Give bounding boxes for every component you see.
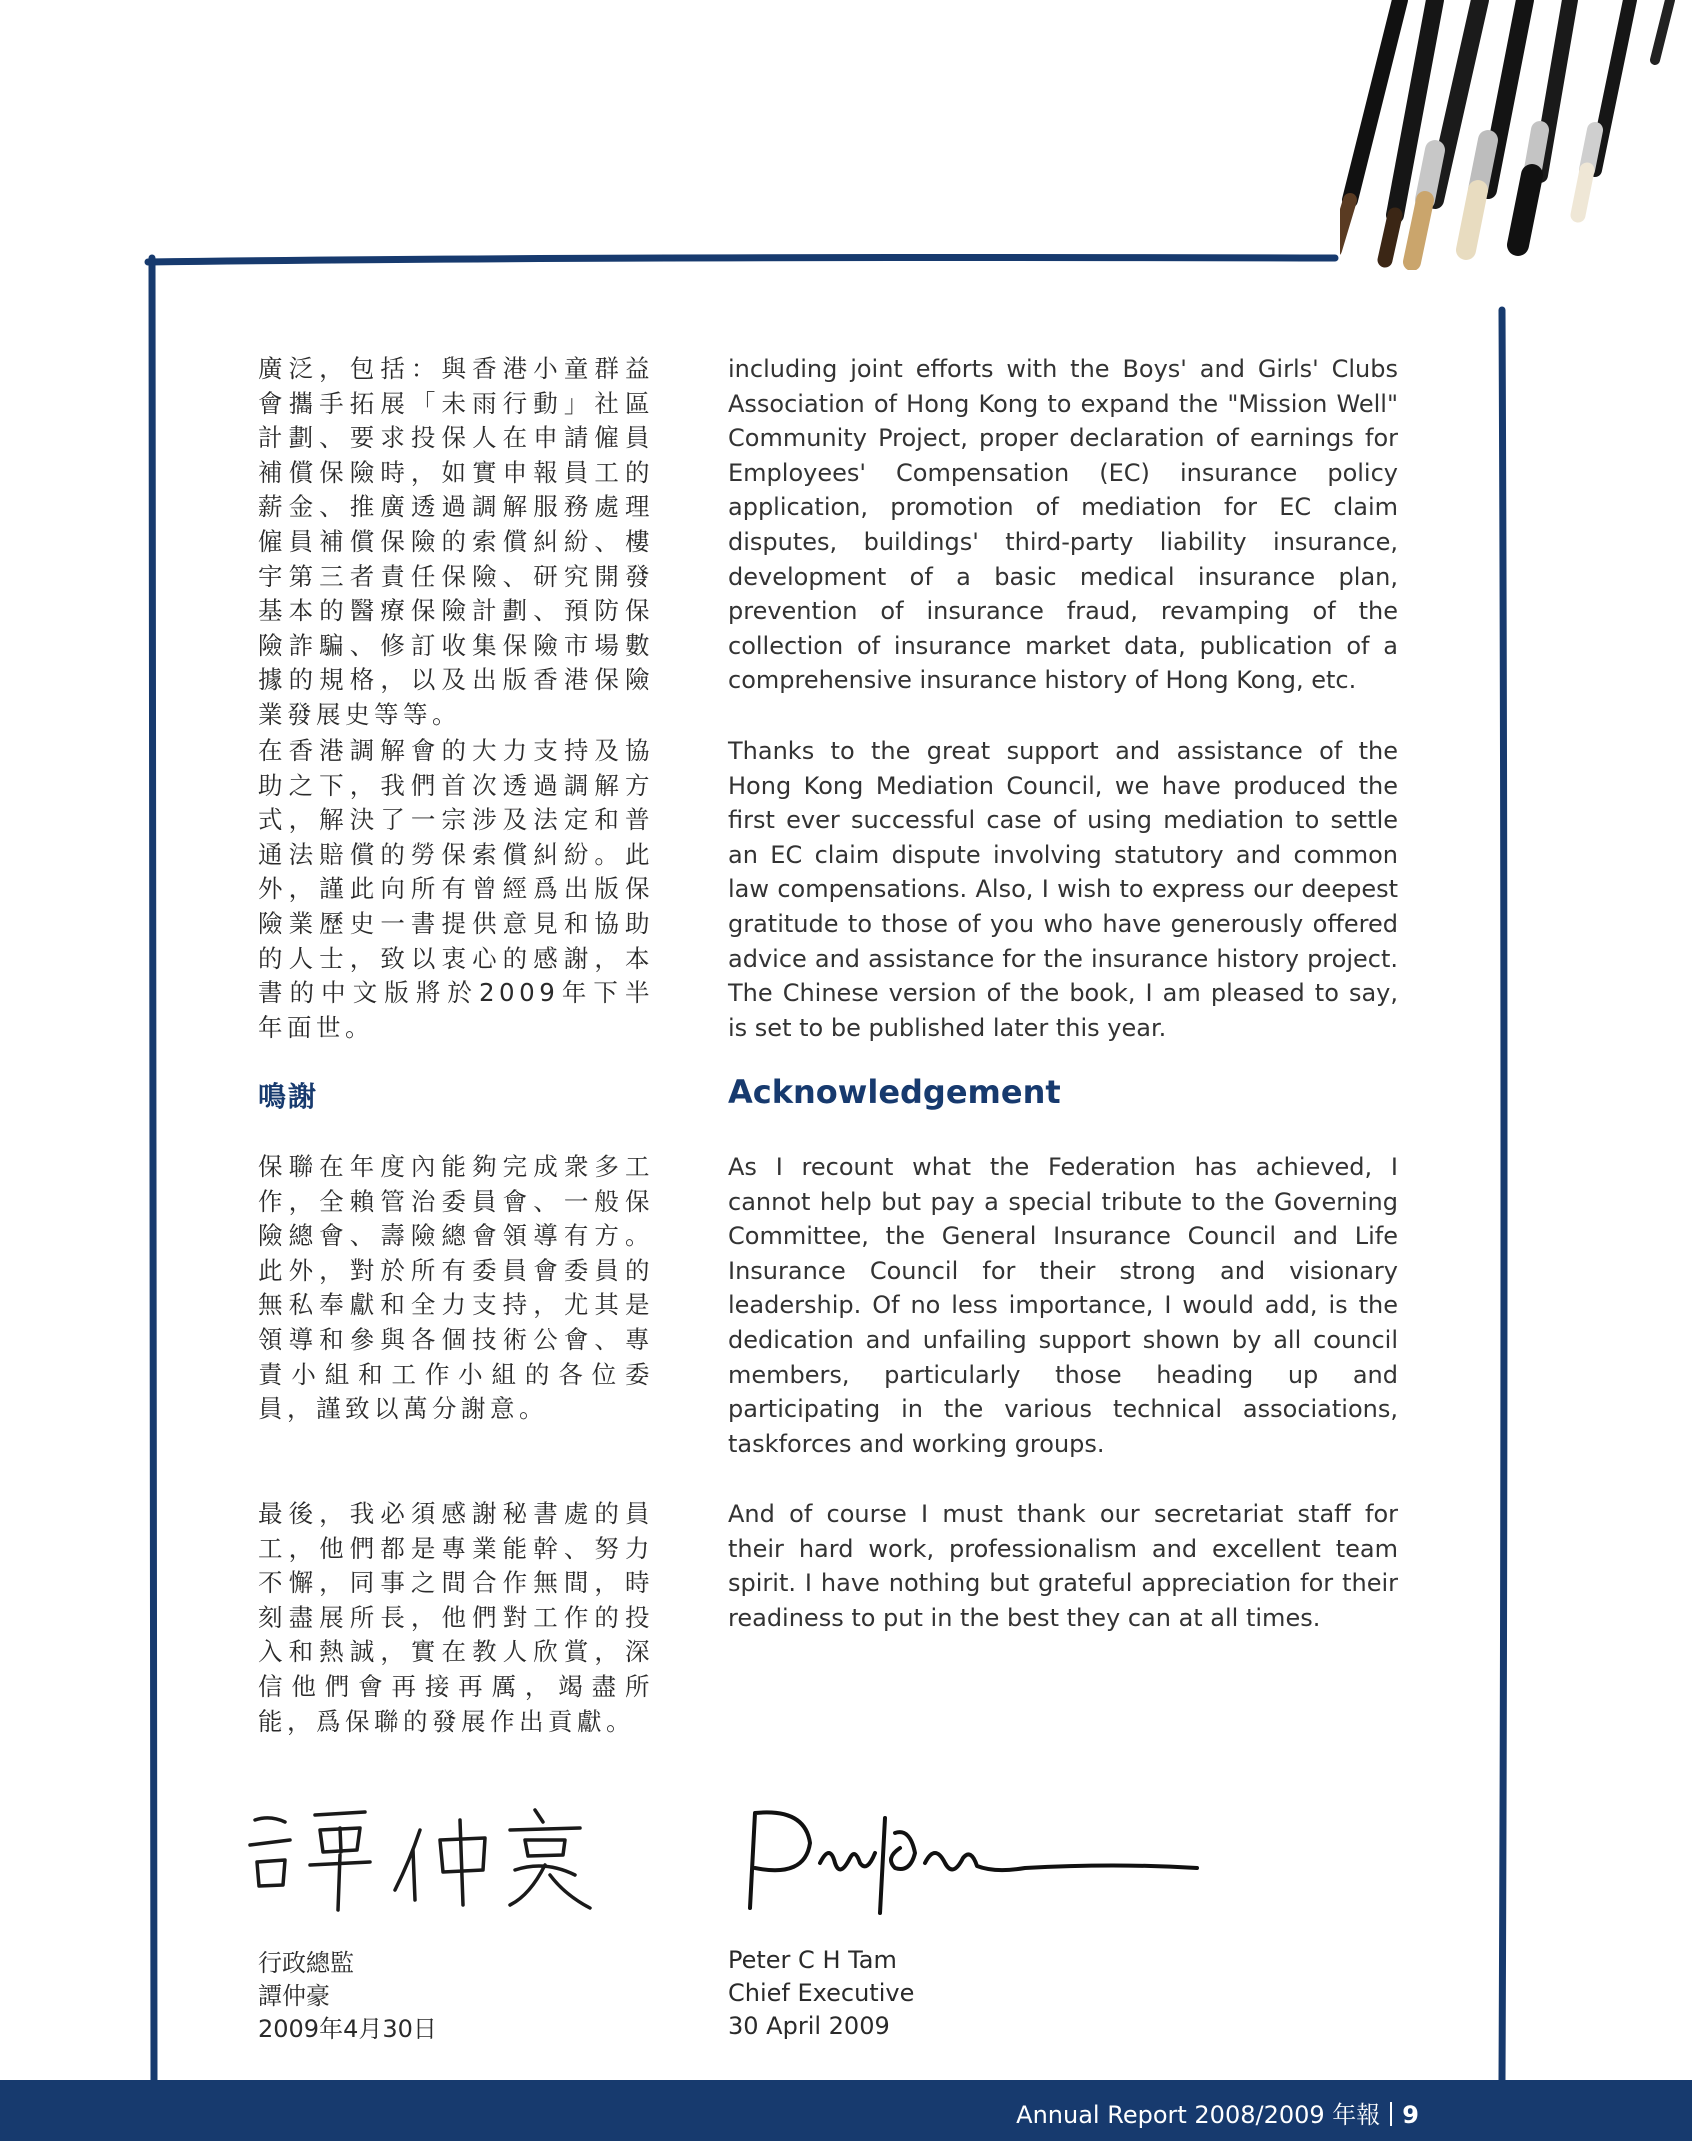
en-paragraph-2	[728, 734, 1398, 1045]
en-paragraph-2-text: Thanks to the great support and assistance of the Hong Kong Mediation Council, we have produced the first ever successful case of using mediation to settle an EC claim dispute involving statutory and common law compensations. Also, I wish to express our deepest gratitude to those of you who have generously offered advice and assistance for the insurance history project. The Chinese version of the book, I am pleased to say, is set to be published later this year.	[728, 737, 1398, 1042]
signoff-zh-title: 行政總監	[258, 1949, 354, 1977]
en-paragraph-4-text: And of course I must thank our secretariat staff for their hard work, professionalism and excellent team spirit. I have nothing but grateful appreciation for their readiness to put in the best they can at all times.	[728, 1500, 1398, 1632]
zh-paragraph-3-text: 保聯在年度內能夠完成衆多工作，全賴管治委員會、一般保險總會、壽險總會領導有方。此外，對於所有委員會委員的無私奉獻和全力支持，尤其是領導和參與各個技術公會、專責小組和工作小組的各位委員，謹致以萬分謝意。	[258, 1152, 654, 1424]
zh-paragraph-1-text: 廣泛，包括：與香港小童群益會攜手拓展「未雨行動」社區計劃、要求投保人在申請僱員補償保險時，如實申報員工的薪金、推廣透過調解服務處理僱員補償保險的索償糾紛、樓宇第三者責任保險、研究開發基本的醫療保險計劃、預防保險詐騙、修訂收集保險市場數據的規格，以及出版香港保險業發展史等等。	[258, 354, 654, 729]
chinese-signature-image	[245, 1800, 605, 1920]
signoff-en-name: Peter C H Tam	[728, 1946, 897, 1974]
page-footer	[0, 2080, 1692, 2141]
signoff-zh-date: 2009年4月30日	[258, 2015, 437, 2043]
en-paragraph-4	[728, 1497, 1398, 1635]
zh-paragraph-1	[258, 352, 654, 733]
en-paragraph-1-text: including joint efforts with the Boys' and Girls' Clubs Association of Hong Kong to expand the "Mission Well" Community Project, proper declaration of earnings for Employees' Compensation (EC) insurance policy application, promotion of mediation for EC claim disputes, buildings' third-party liability insurance, development of a basic medical insurance plan, prevention of insurance fraud, revamping of the collection of insurance market data, publication of a comprehensive insurance history of Hong Kong, etc.	[728, 355, 1398, 695]
footer-text	[1016, 2095, 1419, 2130]
zh-paragraph-2	[258, 734, 654, 1045]
page-number: 9	[1402, 2101, 1419, 2129]
signoff-zh	[258, 1947, 437, 2046]
english-signature-image	[735, 1808, 1205, 1918]
en-paragraph-1	[728, 352, 1398, 698]
signoff-zh-name: 譚仲豪	[258, 1982, 330, 2010]
footer-report-label: Annual Report 2008/2009 年報	[1016, 2101, 1381, 2129]
signoff-en-title: Chief Executive	[728, 1979, 915, 2007]
signoff-en-date: 30 April 2009	[728, 2012, 890, 2040]
en-paragraph-3	[728, 1150, 1398, 1461]
zh-paragraph-4	[258, 1497, 654, 1739]
zh-paragraph-4-text: 最後，我必須感謝秘書處的員工，他們都是專業能幹、努力不懈，同事之間合作無間，時刻盡展所長，他們對工作的投入和熱誠，實在教人欣賞，深信他們會再接再厲，竭盡所能，爲保聯的發展作出貢獻。	[258, 1499, 654, 1736]
footer-divider	[1390, 2102, 1392, 2126]
paint-brushes-image	[1340, 0, 1692, 270]
heading-zh: 鳴謝	[258, 1080, 319, 1113]
zh-paragraph-2-text: 在香港調解會的大力支持及協助之下，我們首次透過調解方式，解決了一宗涉及法定和普通法賠償的勞保索償糾紛。此外，謹此向所有曾經爲出版保險業歷史一書提供意見和協助的人士，致以衷心的感謝，本書的中文版將於2009年下半年面世。	[258, 736, 654, 1042]
heading-en: Acknowledgement	[728, 1073, 1061, 1111]
signoff-en	[728, 1944, 914, 2043]
en-paragraph-3-text: As I recount what the Federation has achieved, I cannot help but pay a special tribute to the Governing Committee, the General Insurance Council and Life Insurance Council for their strong and visionary leadership. Of no less importance, I would add, is the dedication and unfailing support shown by all council members, particularly those heading up and participating in the various technical associations, taskforces and working groups.	[728, 1153, 1398, 1458]
zh-paragraph-3	[258, 1150, 654, 1427]
